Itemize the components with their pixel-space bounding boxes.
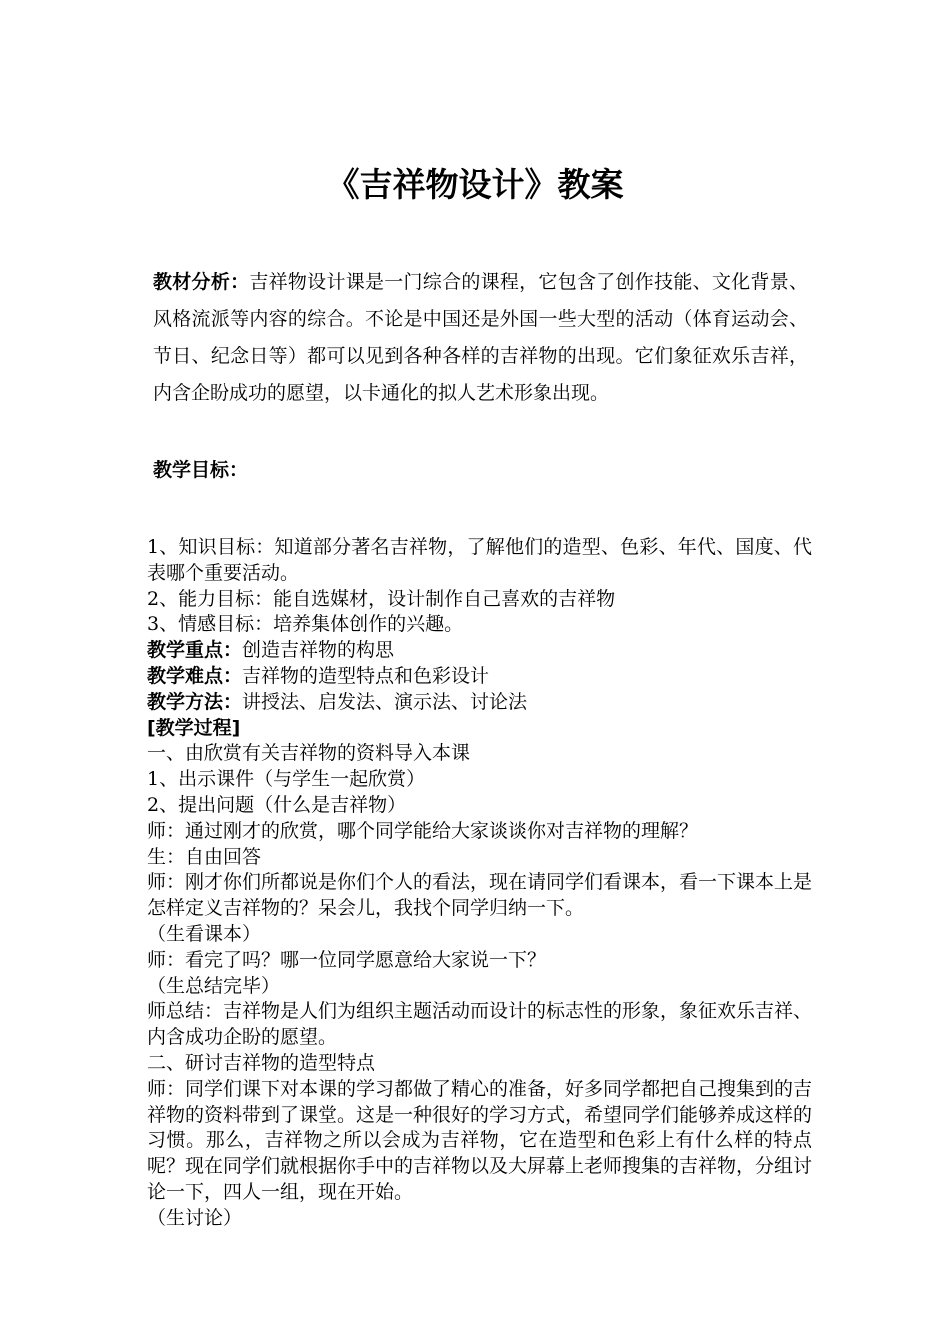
process-step: 1、出示课件（与学生一起欣赏）: [147, 768, 426, 791]
difficulty: [147, 664, 812, 690]
lesson-body: [147, 535, 812, 1232]
process-line: 师：看完了吗？哪一位同学愿意给大家说一下？: [147, 948, 547, 971]
process-paragraph: 师：同学们课下对本课的学习都做了精心的准备，好多同学都把自己搜集到的吉祥物的资料带到了课堂。这是一种很好的学习方式，希望同学们能够养成这样的习惯。那么，吉祥物之所以会成为吉祥物，它在造型和色彩上有什么样的特点呢？现在同学们就根据你手中的吉祥物以及大屏幕上老师搜集的吉祥物，分组讨论一下，四人一组，现在开始。: [147, 1077, 813, 1203]
difficulty-label: 教学难点：: [147, 664, 243, 687]
difficulty-text: 吉祥物的造型特点和色彩设计: [242, 664, 490, 687]
process-line: （生总结完毕）: [147, 974, 281, 997]
process-section-2: 二、研讨吉祥物的造型特点: [147, 1051, 376, 1074]
process-heading: [教学过程]: [147, 716, 241, 739]
teaching-goals-heading: 教学目标：: [153, 459, 249, 481]
goal-knowledge: 1、知识目标：知道部分著名吉祥物，了解他们的造型、色彩、年代、国度、代表哪个重要活动。: [147, 536, 812, 584]
material-analysis-label: 教材分析：: [153, 271, 250, 293]
process-section-1: 一、由欣赏有关吉祥物的资料导入本课: [147, 742, 471, 765]
process-line: 师：通过刚才的欣赏，哪个同学能给大家谈谈你对吉祥物的理解？: [147, 819, 699, 842]
teaching-method-text: 讲授法、启发法、演示法、讨论法: [242, 690, 528, 713]
process-paragraph: 师：刚才你们所都说是你们个人的看法，现在请同学们看课本，看一下课本上是怎样定义吉祥物的？呆会儿，我找个同学归纳一下。: [147, 871, 813, 920]
process-line: （生看课本）: [147, 922, 262, 945]
teaching-method-label: 教学方法：: [147, 690, 243, 713]
process-line: （生讨论）: [147, 1206, 243, 1229]
key-point-label: 教学重点：: [147, 639, 243, 662]
process-line: 生：自由回答: [147, 845, 262, 868]
process-step: 2、提出问题（什么是吉祥物）: [147, 793, 407, 816]
material-analysis: [153, 264, 808, 412]
goal-emotion: 3、情感目标：培养集体创作的兴趣。: [147, 613, 464, 636]
key-point-text: 创造吉祥物的构思: [242, 639, 395, 662]
key-point: [147, 638, 812, 664]
material-analysis-text: 吉祥物设计课是一门综合的课程，它包含了创作技能、文化背景、风格流派等内容的综合。不论是中国还是外国一些大型的活动（体育运动会、节日、纪念日等）都可以见到各种各样的吉祥物的出现。它们象征欢乐吉祥，内含企盼成功的愿望，以卡通化的拟人艺术形象出现。: [153, 271, 808, 404]
goal-ability: 2、能力目标：能自选媒材，设计制作自己喜欢的吉祥物: [147, 587, 616, 610]
document-title: 《吉祥物设计》教案: [326, 165, 624, 204]
teaching-method: [147, 690, 812, 716]
process-paragraph: 师总结：吉祥物是人们为组织主题活动而设计的标志性的形象，象征欢乐吉祥、内含成功企盼的愿望。: [147, 1000, 813, 1049]
